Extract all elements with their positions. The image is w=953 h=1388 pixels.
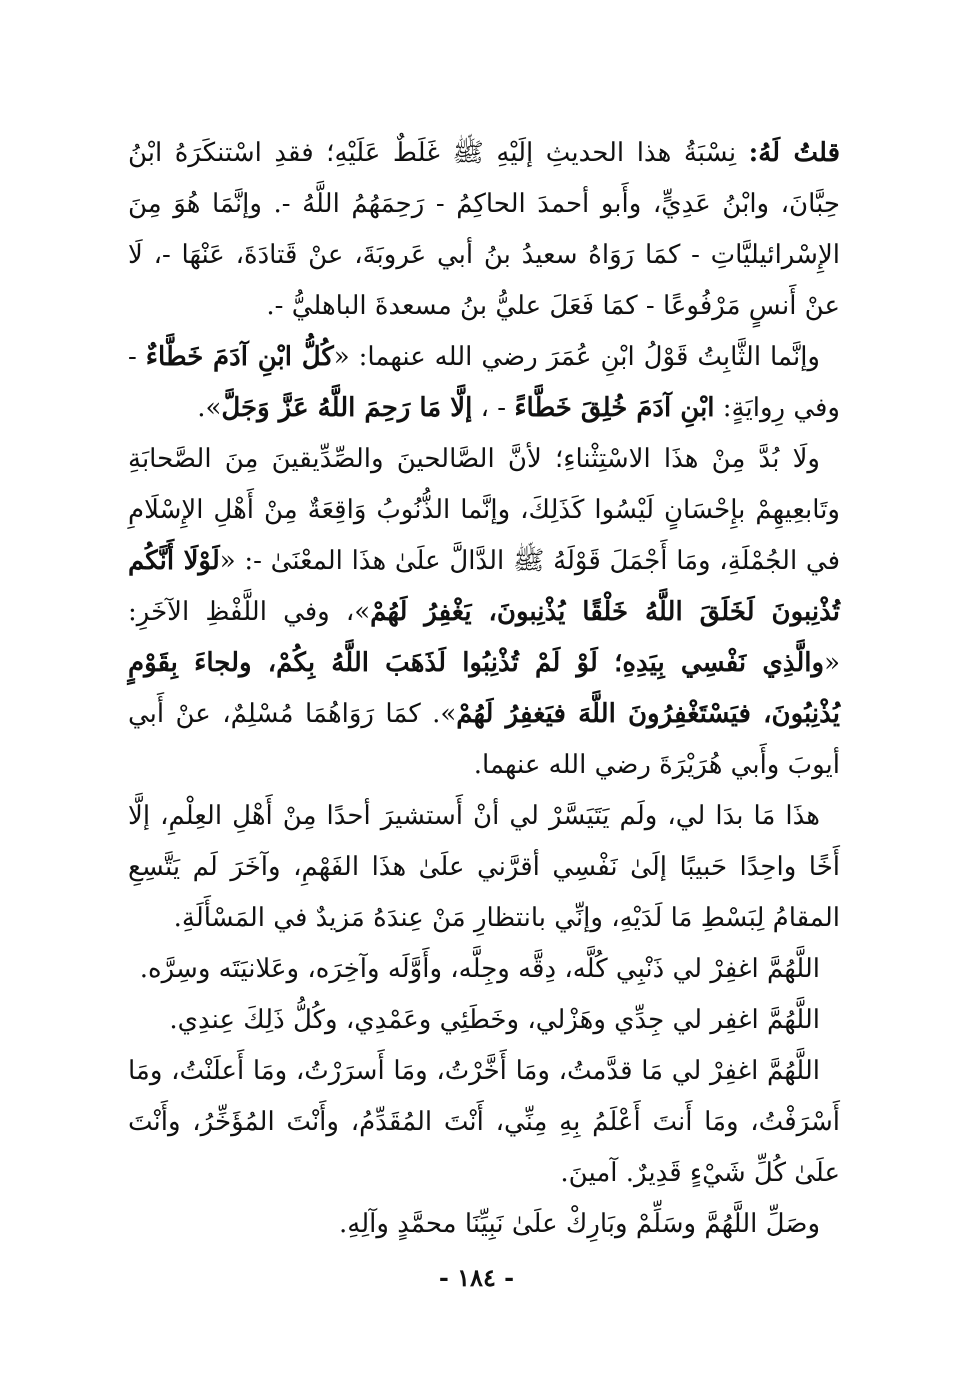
paragraph-text: ». (197, 393, 222, 423)
paragraph-text: نِسْبَةُ هذا الحديثِ إلَيْهِ ﷺ غَلَطٌ عَلَيْهِ؛ فقدِ اسْتنكَرَهُ ابْنُ حِبَّانَ، وابْنُ عَدِيٍّ، وأَبو أحمدَ الحاكِمُ - رَحِمَهُمُ اللَّهُ -. وإنَّمَا هُوَ مِنَ الإِسْرائيليَّاتِ - كمَا رَوَاهُ سعيدُ بنُ أبي عَروبَةَ، عنْ قَتادَةَ، عَنْهَا -، لَا عنْ أَنسٍ مَرْفُوعًا - كمَا فَعَلَ عليُّ بنُ مسعدةَ الباهليُّ -. (128, 138, 840, 321)
paragraph-text: - وفي رِوايَةٍ: (128, 342, 840, 423)
supplication-text: اللَّهُمَّ اغفِرْ لي مَا قدَّمتُ، ومَا أَخَّرْتُ، ومَا أَسرَرْتُ، ومَا أَعلَنْتُ، ومَا أَسْرَفْتُ، ومَا أَنتَ أَعْلَمُ بِهِ مِنِّي، أَنْتَ المُقَدِّمُ، وأَنْتَ المُؤَخِّرُ، وأَنْتَ علَىٰ كُلِّ شَيْءٍ قَدِيرٌ. آمينَ. (128, 1056, 840, 1188)
page-number: - ١٨٤ - (438, 1263, 515, 1292)
paragraph-text: وإنَّما الثَّابِتُ قَوْلُ ابْنِ عُمَرَ رضي الله عنهما: « (333, 342, 820, 372)
paragraph-2 (128, 332, 840, 434)
paragraph-6 (128, 995, 840, 1046)
page-body-text (128, 128, 840, 1250)
supplication-text: اللَّهُمَّ اغفِرْ لي ذَنْبِي كُلَّه، دِقَّه وجِلَّه، وأَوَّلَه وآخِرَه، وعَلانيَتَه وسِرَّه. (139, 954, 820, 984)
closing-text: وصَلِّ اللَّهُمَّ وسَلِّمْ وبَارِكْ علَىٰ نَبِيِّنَا محمَّدٍ وآلِهِ. (339, 1209, 820, 1239)
paragraph-text: - ، (472, 393, 515, 423)
hadith-quote: ابْنِ آدَمَ خُلِقَ خَطَّاءً (514, 393, 715, 423)
paragraph-lead: قلتُ لَهُ: (748, 138, 841, 168)
hadith-quote: لَوْلَا أَنَّكُم تُذْنِبونَ لَخَلَقَ اللَّهُ خَلْقًا يُذْنِبونَ، يَغْفِرُ لَهُمْ (128, 546, 840, 627)
paragraph-text: هذَا مَا بدَا لي، ولَم يَتَيَسَّرْ لي أنْ أَستشيرَ أحدًا مِنْ أَهْلِ العِلْمِ، إلَّا أَخًا واحِدًا حَبيبًا إلَىٰ نَفْسِي أقرَّني علَىٰ هذَا الفَهْمِ، وآخَرَ لَم يَتَّسِعِ المقامُ لِبَسْطِ مَا لَدَيْهِ، وإنِّي بانتظارِ مَنْ عِندَهُ مَزيدٌ في المَسْأَلَةِ. (128, 801, 840, 933)
paragraph-5 (128, 944, 840, 995)
paragraph-4 (128, 791, 840, 944)
paragraph-8 (128, 1199, 840, 1250)
paragraph-text: ولَا بُدَّ مِنْ هذَا الاسْتِثْناءِ؛ لأنَّ الصَّالحينَ والصِّدِّيقينَ مِنَ الصَّحابَةِ وتَابعِيهِمْ بإِحْسَانٍ لَيْسُوا كَذَلِكَ، وإنَّما الذُّنُوبُ وَاقِعَةٌ مِنْ أَهْلِ الإِسْلَامِ في الجُمْلَةِ، ومَا أَجْمَلَ قَوْلَهُ ﷺ الدَّالَّ علَىٰ هذَا المعْنَىٰ -: « (128, 444, 840, 576)
paragraph-3 (128, 434, 840, 791)
paragraph-1 (128, 128, 840, 332)
paragraph-text: »، وفي اللَّفْظِ الآخَرِ: « (128, 597, 840, 678)
hadith-quote: كُلُّ ابْنِ آدَمَ خَطَّاءٌ (145, 342, 334, 372)
hadith-quote: إلَّا مَا رَحِمَ اللَّهُ عَزَّ وَجَلَّ (221, 393, 473, 423)
hadith-quote: والَّذِي نَفْسِي بِيَدِهِ؛ لَوْ لَمْ تُذْنِبُوا لَذَهَبَ اللَّهُ بِكُمْ، ولجاءَ بِقَوْمٍ يُذْنِبُونَ، فيَسْتَغْفِرُونَ اللَّهَ فيَغفِرُ لَهُمْ (128, 648, 841, 729)
paragraph-7 (128, 1046, 840, 1199)
paragraph-text: ». كمَا رَوَاهُمَا مُسْلِمٌ، عنْ أَبي أيوبَ وأَبي هُرَيْرَةَ رضي الله عنهما. (128, 699, 840, 780)
supplication-text: اللَّهُمَّ اغفِر لي جِدِّي وهَزْلي، وخَطَئِي وعَمْدِي، وكُلُّ ذَلِكَ عِندِي. (169, 1005, 820, 1035)
